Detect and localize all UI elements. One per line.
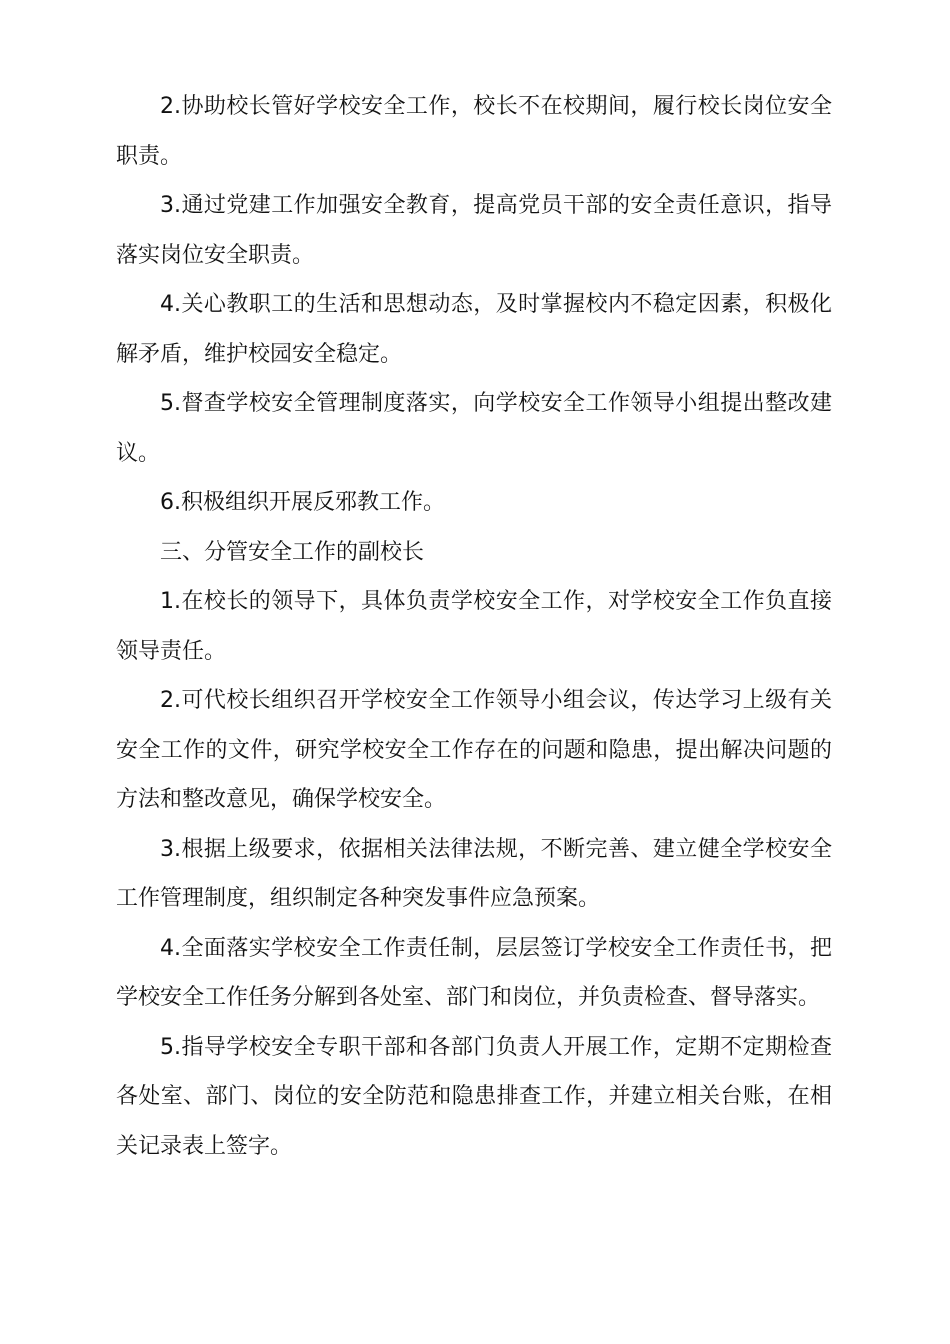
paragraph-duty-4-staff-care: 4.关心教职工的生活和思想动态，及时掌握校内不稳定因素，积极化解矛盾，维护校园安全稳定。 xyxy=(116,292,832,367)
paragraph-duty-2-assist-principal: 2.协助校长管好学校安全工作，校长不在校期间，履行校长岗位安全职责。 xyxy=(116,94,832,169)
paragraph-vp-duty-1: 1.在校长的领导下，具体负责学校安全工作，对学校安全工作负直接领导责任。 xyxy=(116,589,832,664)
document-body xyxy=(116,82,832,1171)
paragraph-vp-duty-5: 5.指导学校安全专职干部和各部门负责人开展工作，定期不定期检查各处室、部门、岗位的安全防范和隐患排查工作，并建立相关台账，在相关记录表上签字。 xyxy=(116,1034,832,1159)
paragraph-vp-duty-3: 3.根据上级要求，依据相关法律法规，不断完善、建立健全学校安全工作管理制度，组织制定各种突发事件应急预案。 xyxy=(116,836,832,911)
section-heading-vice-principal: 三、分管安全工作的副校长 xyxy=(160,539,425,565)
paragraph-vp-duty-2: 2.可代校长组织召开学校安全工作领导小组会议，传达学习上级有关安全工作的文件，研究学校安全工作存在的问题和隐患，提出解决问题的方法和整改意见，确保学校安全。 xyxy=(116,688,832,812)
paragraph-duty-5-supervise-system: 5.督查学校安全管理制度落实，向学校安全工作领导小组提出整改建议。 xyxy=(116,391,832,466)
paragraph-duty-3-party-building: 3.通过党建工作加强安全教育，提高党员干部的安全责任意识，指导落实岗位安全职责。 xyxy=(116,193,832,268)
paragraph-duty-6-anti-cult: 6.积极组织开展反邪教工作。 xyxy=(160,490,445,515)
paragraph-vp-duty-4: 4.全面落实学校安全工作责任制，层层签订学校安全工作责任书，把学校安全工作任务分解到各处室、部门和岗位，并负责检查、督导落实。 xyxy=(116,935,832,1010)
